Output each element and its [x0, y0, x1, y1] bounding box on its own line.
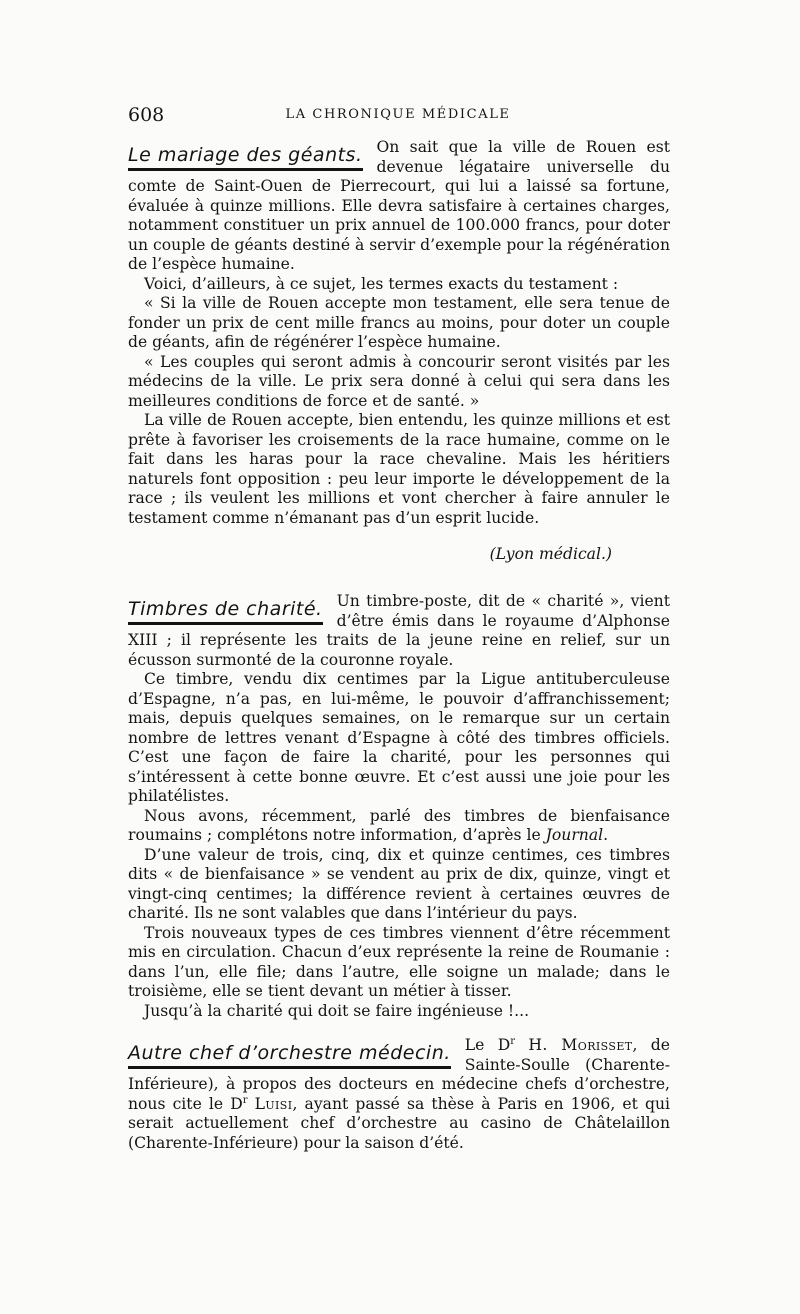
paragraph	[128, 275, 670, 295]
paragraph-text: La ville de Rouen accepte, bien entendu, les quinze millions et est prête à favoriser les croisements de la race humaine, comme on le fait dans les haras pour la race chevaline. Mais les héritiers naturels font opposition : peu leur importe le développement de la race ; ils veulent les millions et vont chercher à faire annuler le testament comme n’émanant pas d’un esprit lucide.	[128, 411, 670, 527]
paragraph-text: Ce timbre, vendu dix centimes par la Ligue antituberculeuse d’Espagne, n’a pas, en lui-même, le pouvoir d’affranchissement; mais, depuis quelques semaines, on le remarque sur un certain nombre de lettres venant d’Espagne à côté des timbres officiels. C’est une façon de faire la charité, pour les personnes qui s’intéressent à cette bonne œuvre. Et c’est aussi une joie pour les philatélistes.	[128, 670, 670, 805]
paragraph-text: Trois nouveaux types de ces timbres viennent d’être récemment mis en circulation. Chacun d’eux représente la reine de Roumanie : dans l’un, elle file; dans l’autre, elle soigne un malade; dans le troisième, elle se tient devant un métier à tisser.	[128, 923, 670, 1000]
article-title-text: Timbres de charité.	[128, 598, 323, 620]
article-title-text: Autre chef d’orchestre médecin.	[128, 1042, 451, 1064]
paragraph-text: Nous avons, récemment, parlé des timbres de bienfaisance roumains ; complétons notre information, d’après le	[128, 806, 670, 844]
paragraph-text: Le	[464, 1036, 485, 1054]
article-title-text: Le mariage des géants.	[128, 144, 363, 166]
paragraph-text: On sait que la ville de Rouen est devenue légataire universelle du comte de Saint-Ouen de Pierrecourt, qui lui a laissé sa fortune, évaluée à quinze millions. Elle devra satisfaire à certaines charges, notamment constituer un prix annuel de 100.000 francs, pour doter un couple de géants destiné à servir d’exemple pour la régénération de l’espèce humaine.	[128, 138, 670, 273]
paragraph	[128, 924, 670, 1002]
paragraph-text: Voici, d’ailleurs, à ce sujet, les termes exacts du testament :	[144, 274, 619, 293]
paragraph-text: , de Sainte-Soulle (Charente-Inférieure), à propos des docteurs en médecine chefs d’orchestre, nous cite le	[128, 1036, 670, 1113]
doctor-abbreviation-sup: r	[510, 1036, 516, 1047]
article-autre-chef-orchestre-medecin	[128, 1036, 670, 1153]
paragraph-text: D’une valeur de trois, cinq, dix et quinze centimes, ces timbres dits « de bienfaisance » se vendent au prix de dix, quinze, vingt et vingt-cinq centimes; la différence revient à certaines œuvres de charité. Ils ne sont valables que dans l’intérieur du pays.	[128, 845, 670, 922]
article-title	[128, 592, 323, 625]
journal-reference: Journal	[545, 826, 604, 844]
paragraph-text: Jusqu’à la charité qui doit se faire ingénieuse !...	[144, 1001, 530, 1020]
running-title: LA CHRONIQUE MÉDICALE	[285, 107, 511, 122]
paragraph-text: « Les couples qui seront admis à concourir seront visités par les médecins de la ville. Le prix sera donné à celui qui sera dans les meilleures conditions de force et de santé. »	[128, 352, 670, 410]
doctor-abbreviation: D	[497, 1036, 511, 1054]
paragraph-text: « Si la ville de Rouen accepte mon testament, elle sera tenue de fonder un prix de cent mille francs au moins, pour doter un couple de géants, afin de régénérer l’espèce humaine.	[128, 294, 670, 351]
paragraph	[128, 411, 670, 528]
quote-paragraph	[128, 294, 670, 353]
doctor-abbreviation-sup: r	[242, 1094, 248, 1106]
doctor-abbreviation: D	[230, 1094, 243, 1113]
person-name: Luisi	[254, 1094, 293, 1113]
article-timbres-de-charite	[128, 592, 670, 1021]
paragraph	[128, 846, 670, 924]
paragraph-text: Un timbre-poste, dit de « charité », vient d’être émis dans le royaume d’Alphonse XIII ; il représente les traits de la jeune reine en relief, sur un écusson surmonté de la couronne royale.	[128, 592, 670, 669]
article-title	[128, 138, 363, 171]
article-title	[128, 1036, 451, 1069]
page-header	[128, 104, 668, 128]
article-source: (Lyon médical.)	[489, 545, 612, 563]
paragraph	[128, 807, 670, 846]
paragraph-text: .	[603, 826, 609, 844]
person-name: H. Morisset	[528, 1036, 633, 1054]
page-number: 608	[128, 104, 165, 126]
paragraph	[128, 1002, 670, 1022]
paragraph-text: , ayant passé sa thèse à Paris en 1906, et qui serait actuellement chef d’orchestre au casino de Châtelaillon (Charente-Inférieure) pour la saison d’été.	[128, 1094, 670, 1152]
article-mariage-des-geants	[128, 138, 670, 563]
paragraph	[128, 670, 670, 807]
quote-paragraph	[128, 353, 670, 412]
